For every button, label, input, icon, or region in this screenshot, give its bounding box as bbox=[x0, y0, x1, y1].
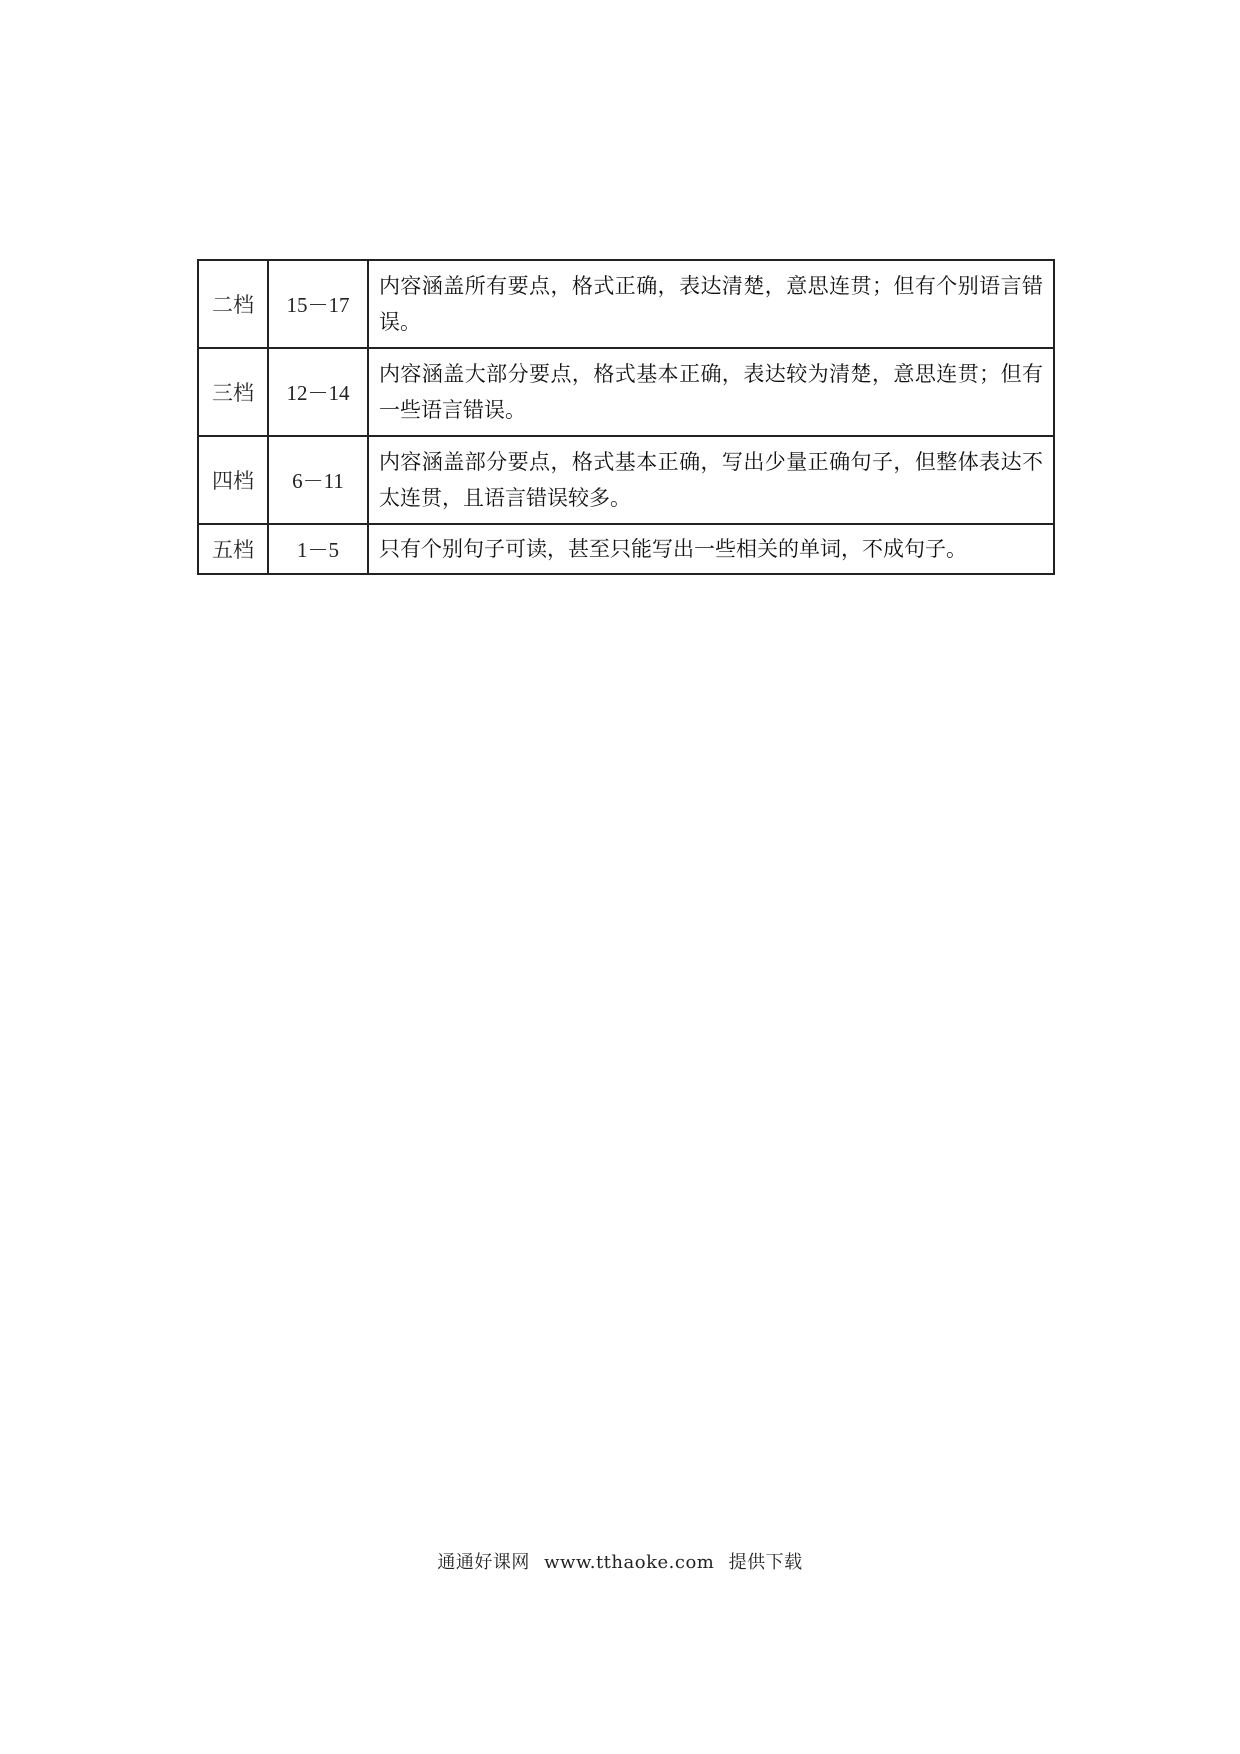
score-range-cell: 6－11 bbox=[268, 436, 368, 524]
page-footer bbox=[0, 1548, 1240, 1574]
score-range-cell: 15－17 bbox=[268, 260, 368, 348]
description-cell: 内容涵盖部分要点，格式基本正确，写出少量正确句子，但整体表达不太连贯，且语言错误较多。 bbox=[368, 436, 1054, 524]
level-cell: 二档 bbox=[198, 260, 268, 348]
grading-table bbox=[197, 259, 1055, 575]
description-cell: 只有个别句子可读，甚至只能写出一些相关的单词，不成句子。 bbox=[368, 524, 1054, 574]
level-cell: 四档 bbox=[198, 436, 268, 524]
table-row bbox=[198, 436, 1054, 524]
table-row bbox=[198, 260, 1054, 348]
footer-site-name: 通通好课网 bbox=[437, 1552, 530, 1573]
table-row bbox=[198, 524, 1054, 574]
level-cell: 三档 bbox=[198, 348, 268, 436]
description-cell: 内容涵盖所有要点，格式正确，表达清楚，意思连贯；但有个别语言错误。 bbox=[368, 260, 1054, 348]
score-range-cell: 1－5 bbox=[268, 524, 368, 574]
level-cell: 五档 bbox=[198, 524, 268, 574]
footer-url: www.tthaoke.com bbox=[544, 1552, 715, 1573]
description-cell: 内容涵盖大部分要点，格式基本正确，表达较为清楚，意思连贯；但有一些语言错误。 bbox=[368, 348, 1054, 436]
score-range-cell: 12－14 bbox=[268, 348, 368, 436]
table-row bbox=[198, 348, 1054, 436]
footer-suffix: 提供下载 bbox=[728, 1552, 803, 1573]
